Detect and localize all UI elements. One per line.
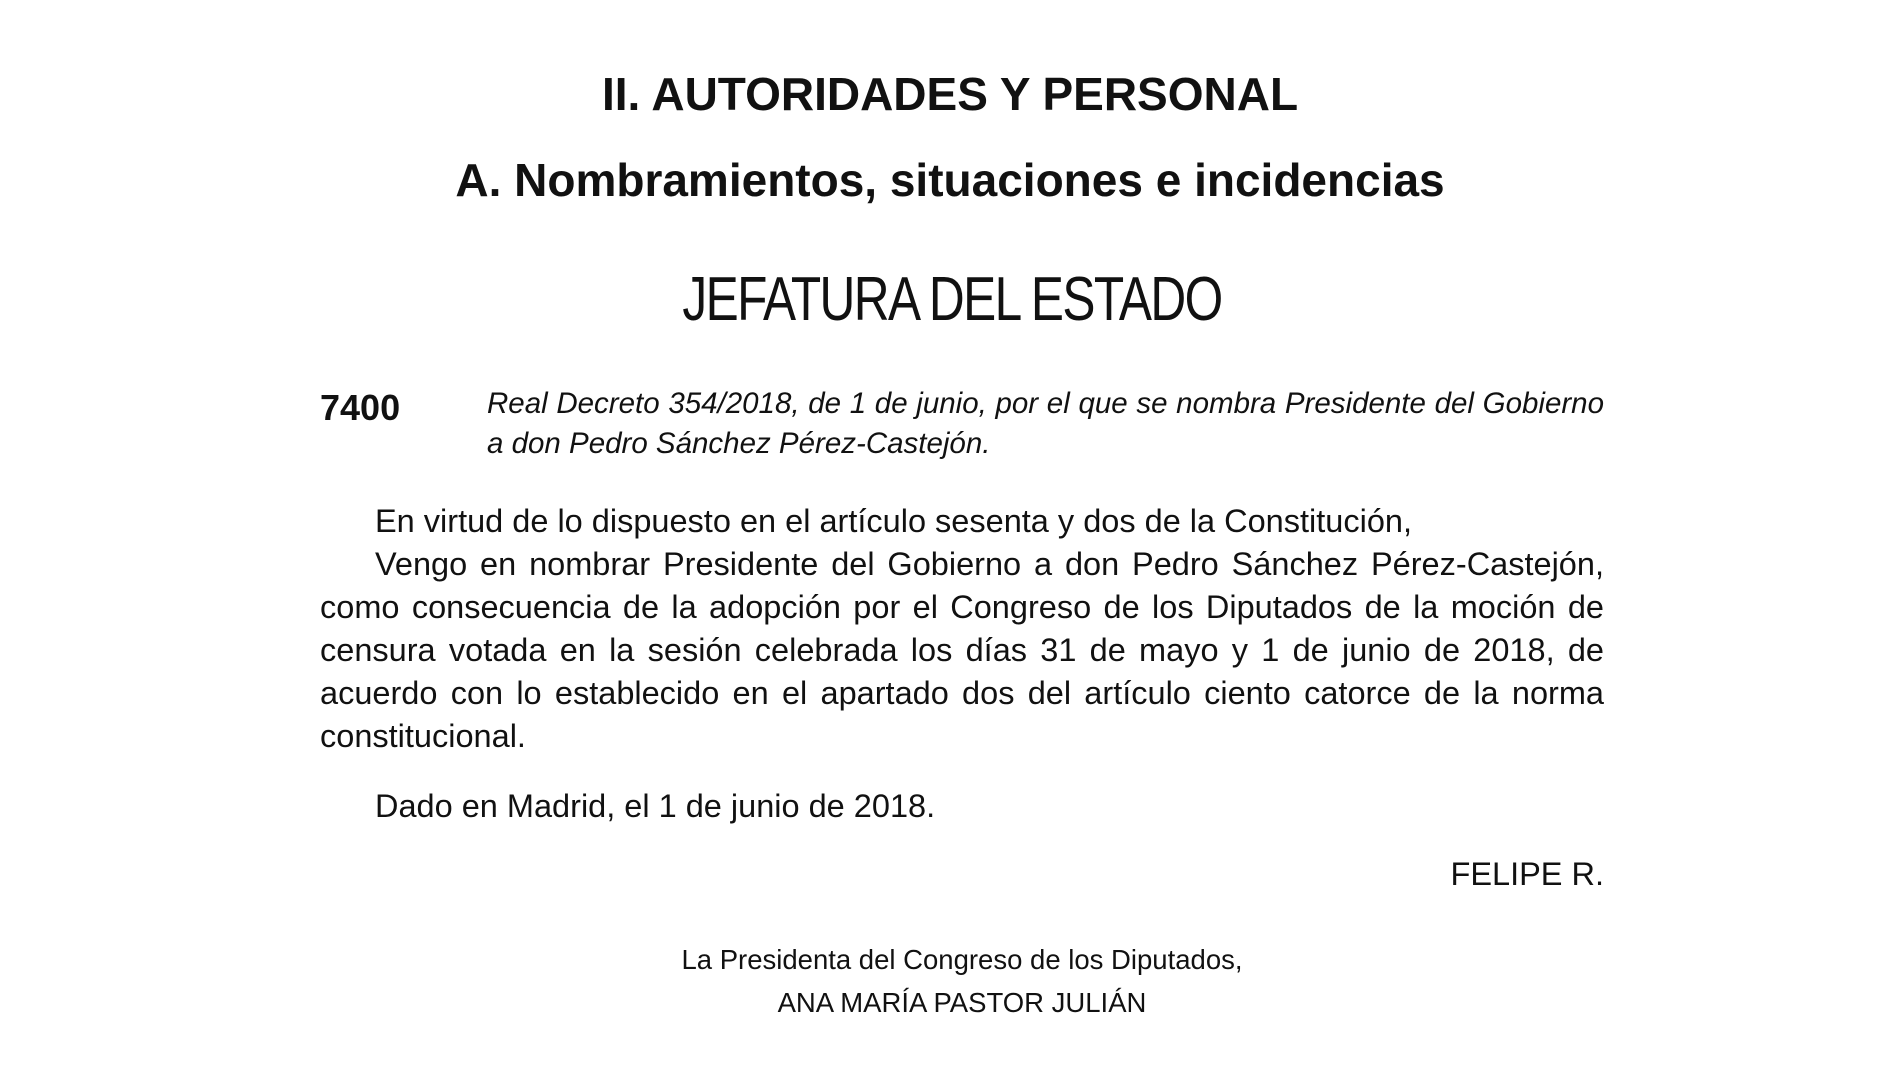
organ-title: JEFATURA DEL ESTADO <box>682 265 1222 334</box>
countersign-name: ANA MARÍA PASTOR JULIÁN <box>777 987 1147 1018</box>
body-paragraph: Vengo en nombrar Presidente del Gobierno a don Pedro Sánchez Pérez-Castejón, como consecuencia de la adopción por el Congreso de los Diputados de la moción de censura votada en la sesión celebrada los días 31 de mayo y 1 de junio de 2018, de acuerdo con lo establecido en el apartado dos del artículo ciento catorce de la norma constitucional. <box>320 546 1604 754</box>
section-title: II. AUTORIDADES Y PERSONAL <box>601 68 1299 120</box>
king-signature: FELIPE R. <box>1450 856 1604 892</box>
body-intro: En virtud de lo dispuesto en el artículo sesenta y dos de la Constitución, <box>375 503 1413 539</box>
date-line: Dado en Madrid, el 1 de junio de 2018. <box>375 788 936 824</box>
subsection-title: A. Nombramientos, situaciones e incidencias <box>455 154 1445 206</box>
entry-number: 7400 <box>320 387 401 428</box>
countersign-role: La Presidenta del Congreso de los Diputados, <box>681 944 1243 975</box>
entry-summary: Real Decreto 354/2018, de 1 de junio, por el que se nombra Presidente del Gobierno a don Pedro Sánchez Pérez-Castejón. <box>487 387 1604 460</box>
